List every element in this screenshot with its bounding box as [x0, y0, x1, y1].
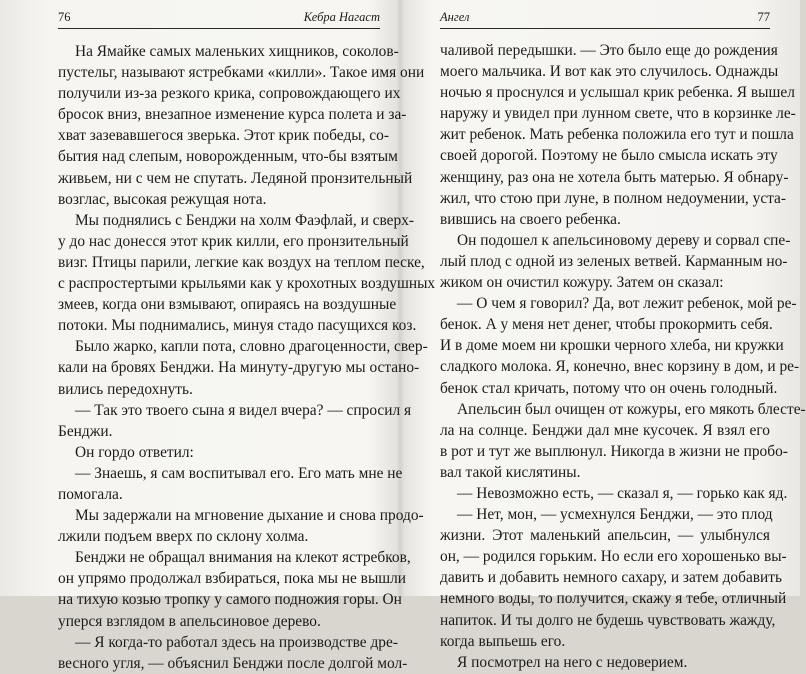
text-line: чаливой передышки. — Это было еще до рождения — [440, 42, 778, 59]
text-line: визг. Птицы парили, легкие как воздух на теплом песке, — [58, 253, 425, 271]
right-page-header — [440, 10, 770, 29]
text-line: потоки. Мы поднимались, минуя стадо пасущихся коз. — [58, 317, 417, 335]
text-line: вились передохнуть. — [58, 380, 193, 398]
text-line: Он гордо ответил: — [75, 443, 194, 461]
text-line: — Знаешь, я сам воспитывал его. Его мать мне не — [75, 464, 403, 482]
text-line: наружу и увидел при лунном свете, что в корзинке ле- — [440, 105, 796, 123]
right-page-text — [440, 40, 806, 673]
text-line: бросок вниз, внезапное изменение курса полета и за- — [58, 106, 407, 124]
text-line: давить и добавить немного сахару, и затем добавить — [440, 569, 783, 587]
text-line: ла на солнце. Бенджи дал мне кусочек. Я взял его — [440, 421, 770, 439]
text-line: он, — родился горьким. Но если его хорошенько вы- — [440, 548, 787, 566]
text-line: с распростертыми крыльями как у крохотных воздушных — [58, 275, 436, 293]
text-line: он упрямо продолжал взбираться, пока мы не вышли — [58, 570, 407, 588]
text-line: женщину, раз она не хотела быть матерью. Я обнару- — [440, 168, 789, 186]
text-line: Было жарко, капли пота, словно драгоценности, свер- — [75, 338, 428, 356]
right-page-number: 77 — [757, 10, 770, 24]
text-line: Бенджи не обращал внимания на клекот ястребков, — [75, 549, 411, 567]
text-line: бытия над слепым, новорожденным, что-бы взятым — [58, 148, 398, 166]
left-page-header — [58, 10, 380, 29]
text-line: немного воды, то получится, скажу я тебе, отличный — [440, 590, 787, 608]
left-page-text — [58, 41, 436, 674]
text-line: лый плод с одной из зеленых ветвей. Карманным но- — [440, 252, 788, 270]
text-line: жил, что стою при луне, в полном недоумении, уста- — [440, 189, 787, 207]
text-line: помогала. — [58, 485, 123, 503]
text-line: моего мальчика. И вот как это случилось. Однажды — [440, 63, 779, 81]
text-line: жит ребенок. Мать ребенка положила его тут и пошла — [440, 126, 794, 144]
text-line: Я посмотрел на него с недоверием. — [457, 653, 688, 671]
text-line: уперся взглядом в апельсиновое дерево. — [58, 612, 321, 630]
text-line: вал такой кислятины. — [440, 463, 581, 481]
left-running-header: Кебра Нагаст — [303, 10, 380, 24]
text-line: у до нас донесся этот крик килли, его пронзительный — [58, 232, 409, 250]
right-page — [400, 0, 806, 671]
text-line: пустельг, называют ястребками «килли». Такое имя они — [58, 64, 425, 82]
text-line: — Нет, мон, — усмехнулся Бенджи, — это плод — [457, 506, 773, 524]
text-line: — О чем я говорил? Да, вот лежит ребенок, мой ре- — [457, 295, 797, 313]
text-line: Мы поднялись с Бенджи на холм Фаэфлай, и сверх- — [75, 211, 415, 229]
text-line: в рот и тут же выплюнул. Никогда в жизни не пробо- — [440, 442, 788, 460]
text-line: получили из-за резкого крика, сопровождающего их — [58, 85, 401, 103]
text-line: жиком он очистил кожуру. Затем он сказал: — [440, 274, 724, 292]
left-page-number: 76 — [58, 10, 71, 24]
text-line: сладкого молока. Я, конечно, внес корзину в дом, и ре- — [440, 358, 800, 376]
text-line: — Так это твоего сына я видел вчера? — спросил я — [75, 401, 412, 419]
text-line: бенок. А у меня нет денег, чтобы прокормить себя. — [440, 316, 773, 334]
text-line: Мы задержали на мгновение дыхание и снова продо- — [75, 507, 424, 525]
text-line: лжили подъем вверх по склону холма. — [58, 528, 309, 546]
text-line: — Я когда-то работал здесь на производстве дре- — [75, 633, 398, 651]
text-line: на тихую козью тропку у самого подножия горы. Он — [58, 591, 402, 609]
text-line: кали на бровях Бенджи. На минуту-другую мы остано- — [58, 359, 420, 377]
text-line: напиток. И ты долго не будешь чувствовать жажду, — [440, 611, 776, 629]
text-line: хват зазевавшегося зверька. Этот крик победы, со- — [58, 127, 389, 145]
text-line: бенок стал кричать, потому что он очень голодный. — [440, 379, 778, 397]
text-line: змеев, когда они взмывают, опираясь на воздушные — [58, 296, 397, 314]
text-line: На Ямайке самых маленьких хищников, соколов- — [75, 43, 399, 60]
text-line: возглас, высокая режущая нота. — [58, 190, 267, 208]
text-line: вившись на своего ребенка. — [440, 210, 621, 228]
text-line: ночью я проснулся и услышал крик ребенка. Я вышел — [440, 84, 795, 102]
text-line: Бенджи. — [58, 422, 113, 440]
text-line: — Невозможно есть, — сказал я, — горько как яд. — [457, 484, 788, 502]
text-line: весного угля, — объяснил Бенджи после долгой мол- — [58, 654, 408, 672]
text-line: когда выпьешь его. — [440, 632, 566, 650]
text-line: Апельсин был очищен от кожуры, его мякоть блесте- — [457, 400, 806, 418]
text-line: И в доме моем ни крошки черного хлеба, ни кружки — [440, 337, 784, 355]
text-line: своей дорогой. Поэтому не было смысла искать эту — [440, 147, 778, 165]
text-line: жизни. Этот маленький апельсин, — улыбнулся — [440, 527, 770, 545]
text-line: живьем, ни с чем не спутать. Ледяной пронзительный — [58, 169, 413, 187]
text-line: Он подошел к апельсиновому дереву и сорвал спе- — [457, 231, 791, 249]
right-running-header: Ангел — [440, 10, 470, 24]
